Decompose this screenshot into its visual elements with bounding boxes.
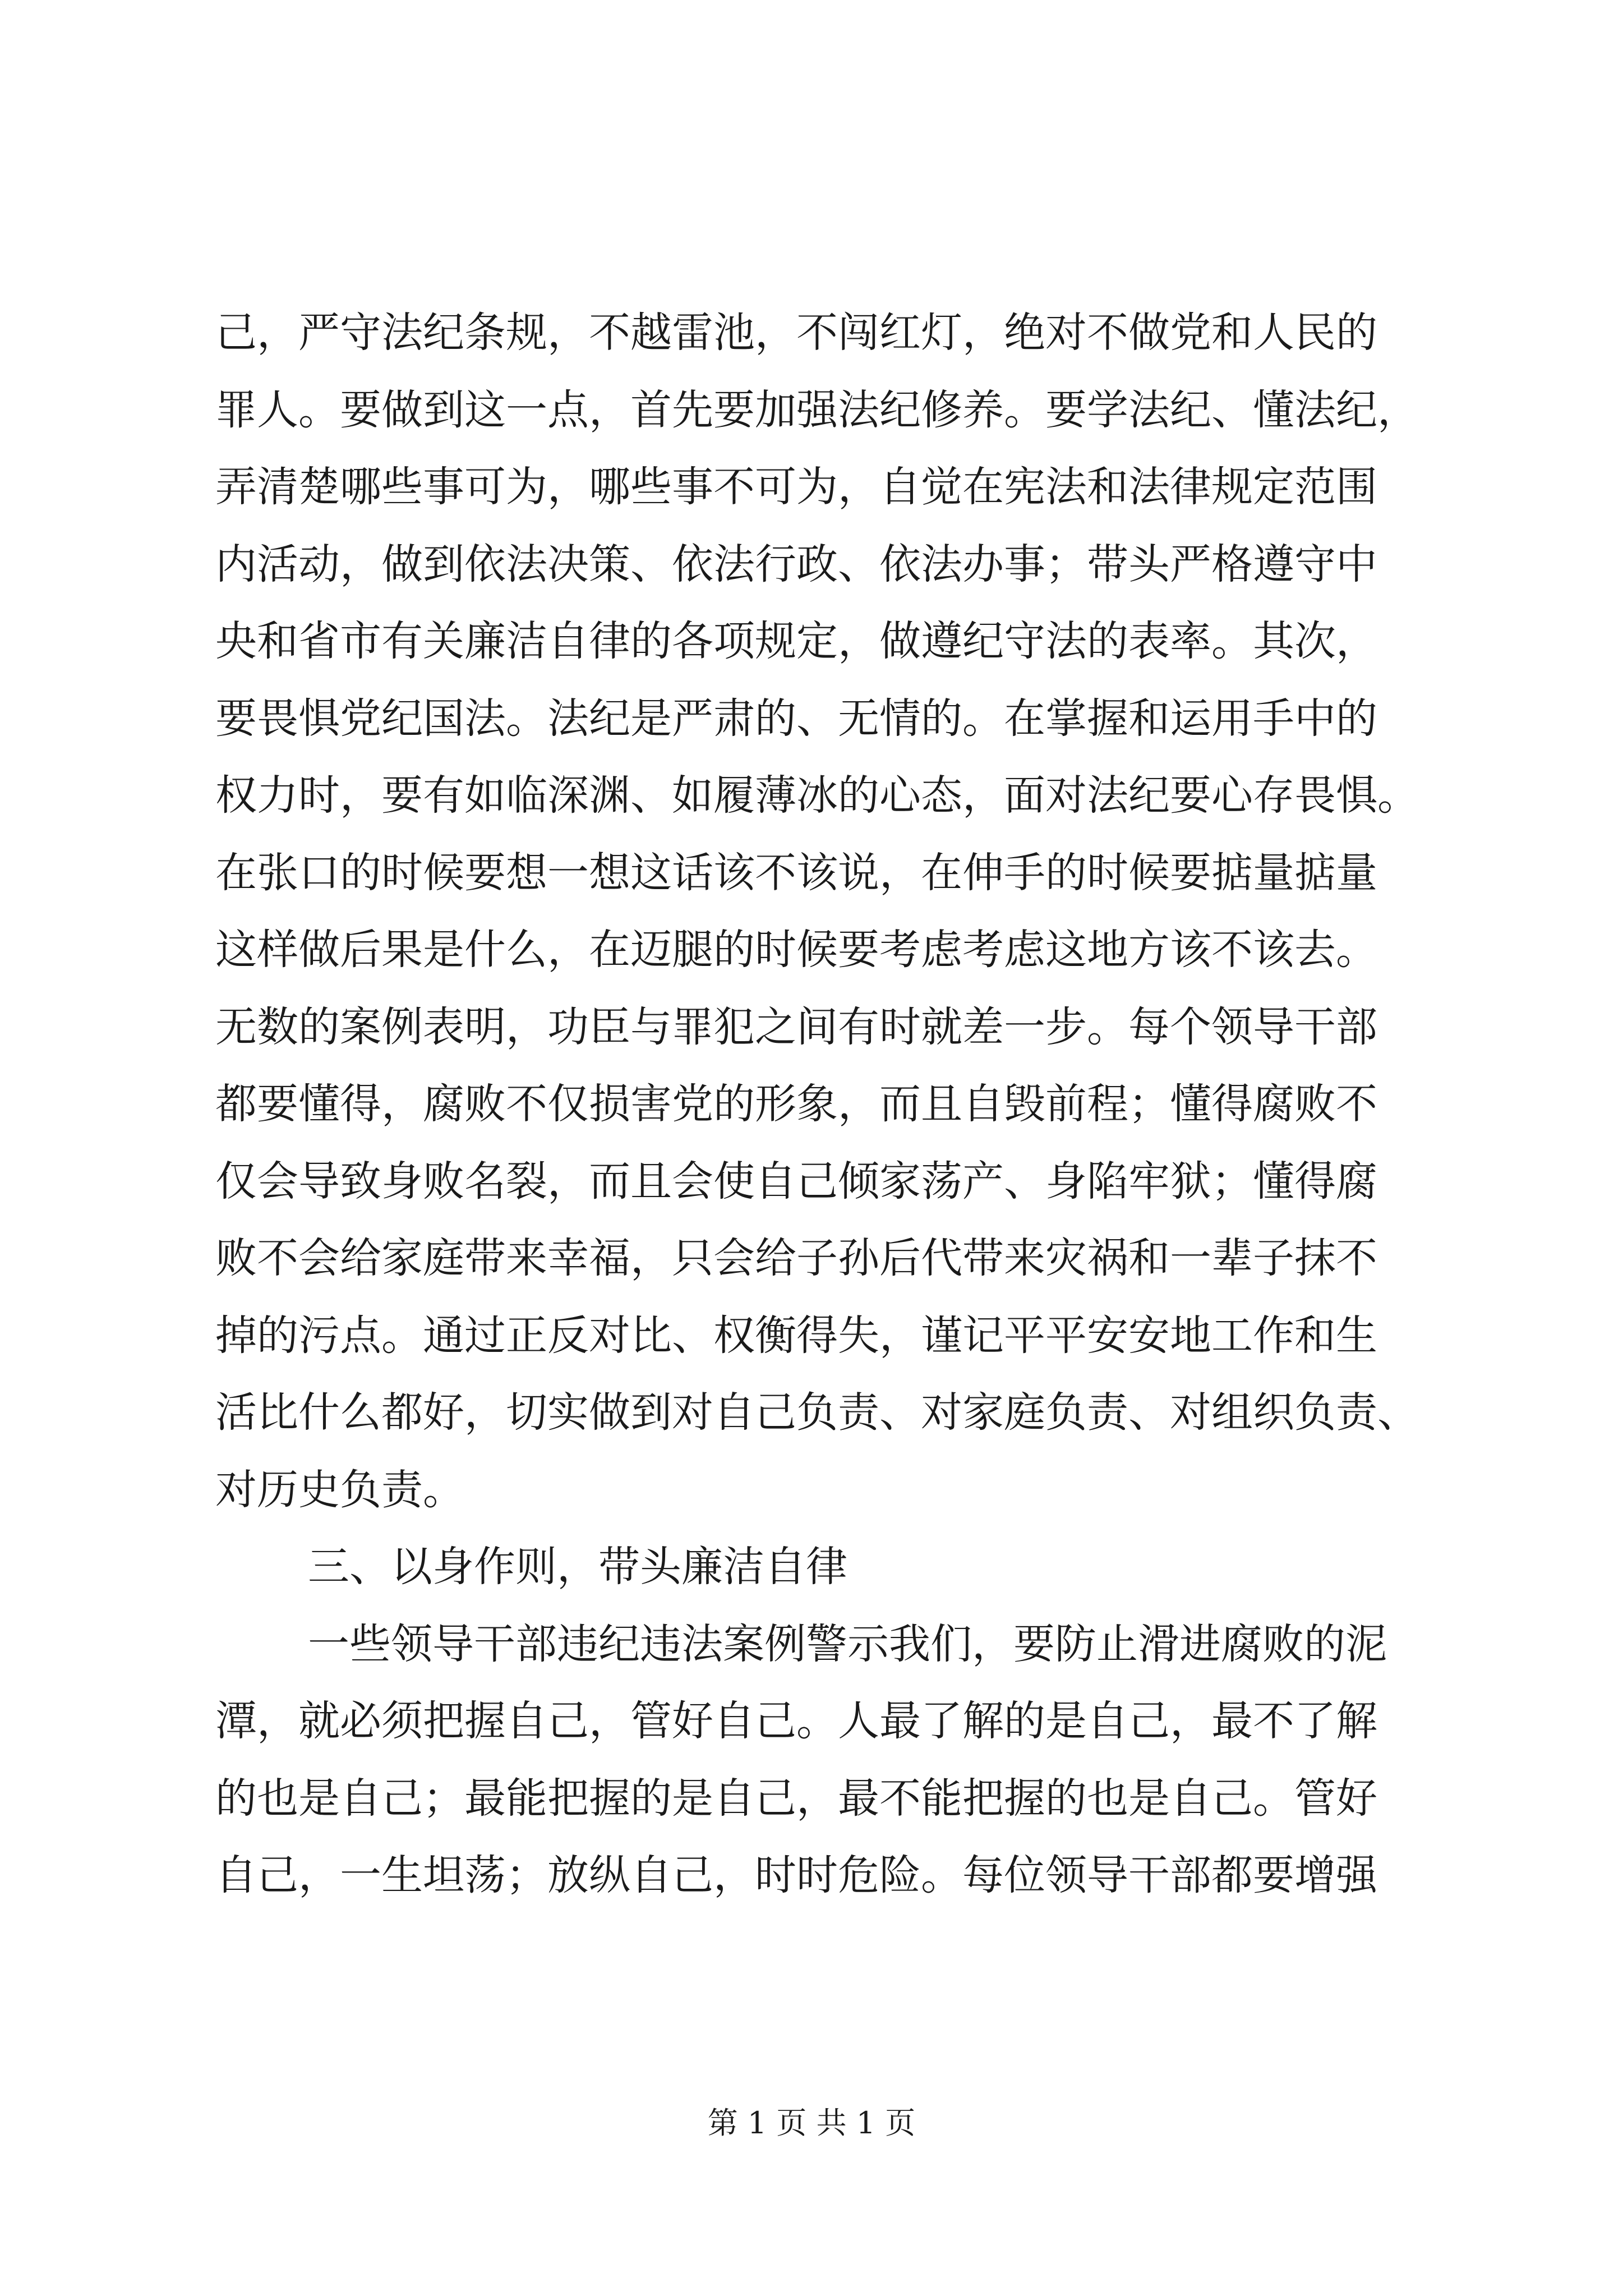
text-line: 对历史负责。	[215, 1465, 464, 1514]
text-line: 罪人。要做到这一点，首先要加强法纪修养。要学法纪、懂法纪，	[215, 385, 1419, 434]
text-line: 败不会给家庭带来幸福，只会给子孙后代带来灾祸和一辈子抹不	[215, 1234, 1377, 1282]
text-line: 潭，就必须把握自己，管好自己。人最了解的是自己，最不了解	[215, 1697, 1377, 1745]
paragraph-first-line: 一些领导干部违纪违法案例警示我们，要防止滑进腐败的泥	[308, 1619, 1387, 1668]
text-line: 活比什么都好，切实做到对自己负责、对家庭负责、对组织负责、	[215, 1388, 1419, 1437]
text-line: 权力时，要有如临深渊、如履薄冰的心态，面对法纪要心存畏惧。	[215, 771, 1419, 820]
text-line: 掉的污点。通过正反对比、权衡得失，谨记平平安安地工作和生	[215, 1311, 1377, 1360]
text-line: 弄清楚哪些事可为，哪些事不可为，自觉在宪法和法律规定范围	[215, 463, 1377, 511]
text-line: 这样做后果是什么，在迈腿的时候要考虑考虑这地方该不该去。	[215, 926, 1377, 974]
text-line: 内活动，做到依法决策、依法行政、依法办事；带头严格遵守中	[215, 540, 1377, 588]
text-line: 的也是自己；最能把握的是自己，最不能把握的也是自己。管好	[215, 1774, 1377, 1823]
text-line: 自己，一生坦荡；放纵自己，时时危险。每位领导干部都要增强	[215, 1851, 1377, 1899]
text-line: 央和省市有关廉洁自律的各项规定，做遵纪守法的表率。其次，	[215, 617, 1377, 665]
text-line: 己，严守法纪条规，不越雷池，不闯红灯，绝对不做党和人民的	[215, 309, 1377, 357]
text-line: 要畏惧党纪国法。法纪是严肃的、无情的。在掌握和运用手中的	[215, 694, 1377, 743]
page-footer: 第 1 页 共 1 页	[707, 2105, 916, 2141]
document-body	[215, 295, 1419, 1915]
text-line: 仅会导致身败名裂，而且会使自己倾家荡产、身陷牢狱；懂得腐	[215, 1157, 1377, 1205]
text-line: 在张口的时候要想一想这话该不该说，在伸手的时候要掂量掂量	[215, 848, 1377, 897]
text-line: 都要懂得，腐败不仅损害党的形象，而且自毁前程；懂得腐败不	[215, 1080, 1377, 1128]
text-line: 无数的案例表明，功臣与罪犯之间有时就差一步。每个领导干部	[215, 1002, 1377, 1051]
section-heading: 三、以身作则，带头廉洁自律	[308, 1543, 847, 1591]
